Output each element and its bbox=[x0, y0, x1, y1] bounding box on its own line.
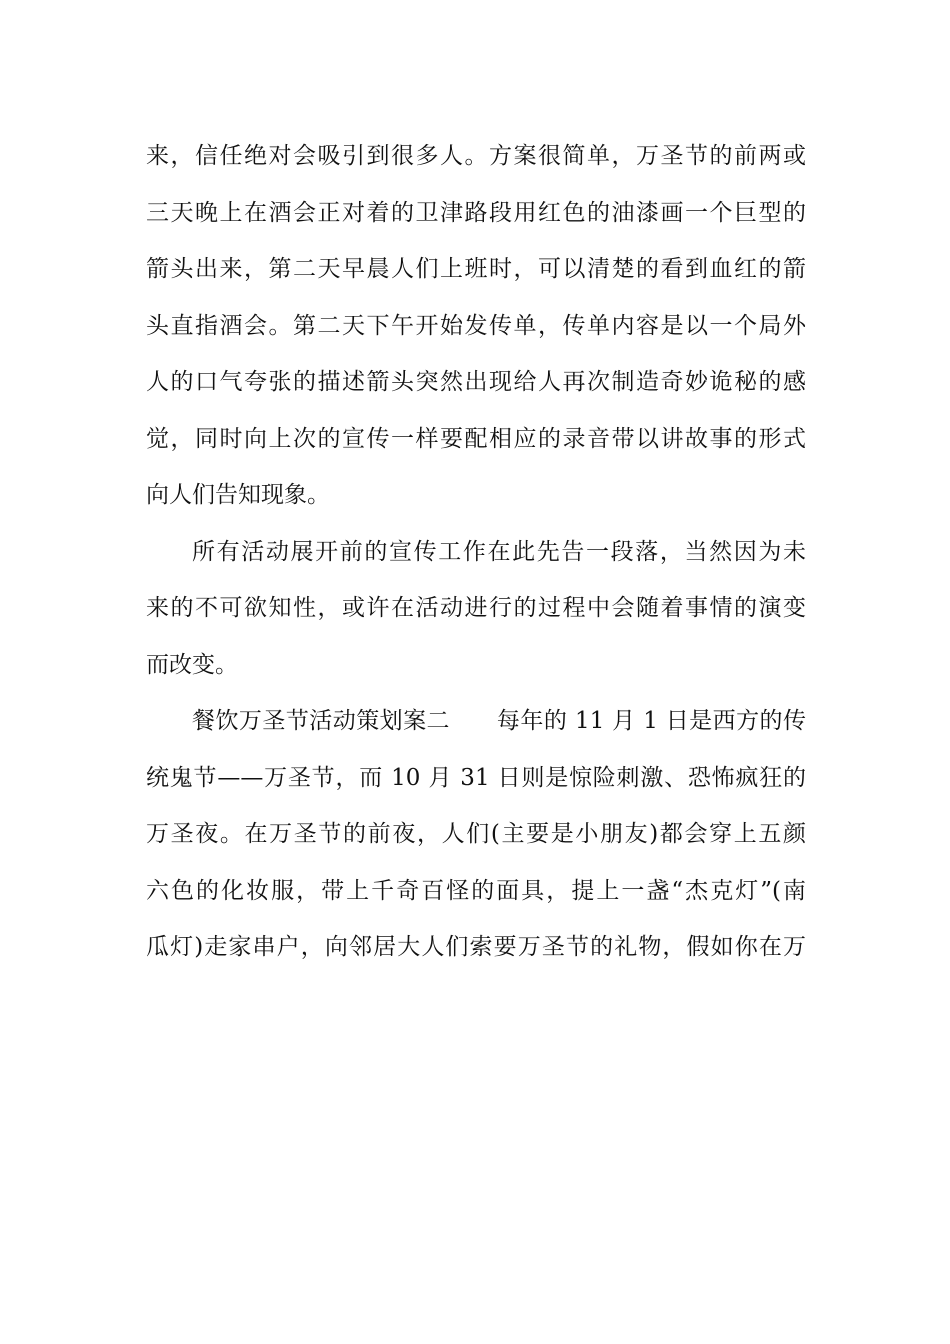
text-line: 餐饮万圣节活动策划案二 每年的 11 月 1 日是西方的传 bbox=[192, 708, 806, 734]
text-line: 人的口气夸张的描述箭头突然出现给人再次制造奇妙诡秘的感 bbox=[146, 369, 806, 395]
text-line: 三天晚上在酒会正对着的卫津路段用红色的油漆画一个巨型的 bbox=[146, 199, 806, 226]
text-line: 箭头出来，第二天早晨人们上班时，可以清楚的看到血红的箭 bbox=[146, 256, 806, 282]
paragraph-1 bbox=[146, 128, 806, 524]
text-line: 向人们告知现象。 bbox=[146, 482, 330, 508]
text-line: 万圣夜。在万圣节的前夜，人们(主要是小朋友)都会穿上五颜 bbox=[146, 821, 806, 847]
text-line: 来的不可欲知性，或许在活动进行的过程中会随着事情的演变 bbox=[146, 595, 806, 621]
text-line: 头直指酒会。第二天下午开始发传单，传单内容是以一个局外 bbox=[146, 312, 806, 339]
text-line: 统鬼节——万圣节，而 10 月 31 日则是惊险刺激、恐怖疯狂的 bbox=[146, 764, 806, 791]
text-line: 瓜灯)走家串户，向邻居大人们索要万圣节的礼物，假如你在万 bbox=[146, 934, 806, 960]
text-line: 觉，同时向上次的宣传一样要配相应的录音带以讲故事的形式 bbox=[146, 425, 806, 452]
text-line: 来，信任绝对会吸引到很多人。方案很简单，万圣节的前两或 bbox=[146, 143, 806, 169]
text-line: 六色的化妆服，带上千奇百怪的面具，提上一盏“杰克灯”(南 bbox=[146, 877, 806, 904]
paragraph-3 bbox=[146, 693, 806, 976]
text-line: 所有活动展开前的宣传工作在此先告一段落，当然因为未 bbox=[192, 538, 806, 565]
paragraph-2 bbox=[146, 524, 806, 694]
document-body bbox=[146, 128, 806, 976]
text-line: 而改变。 bbox=[146, 651, 238, 678]
